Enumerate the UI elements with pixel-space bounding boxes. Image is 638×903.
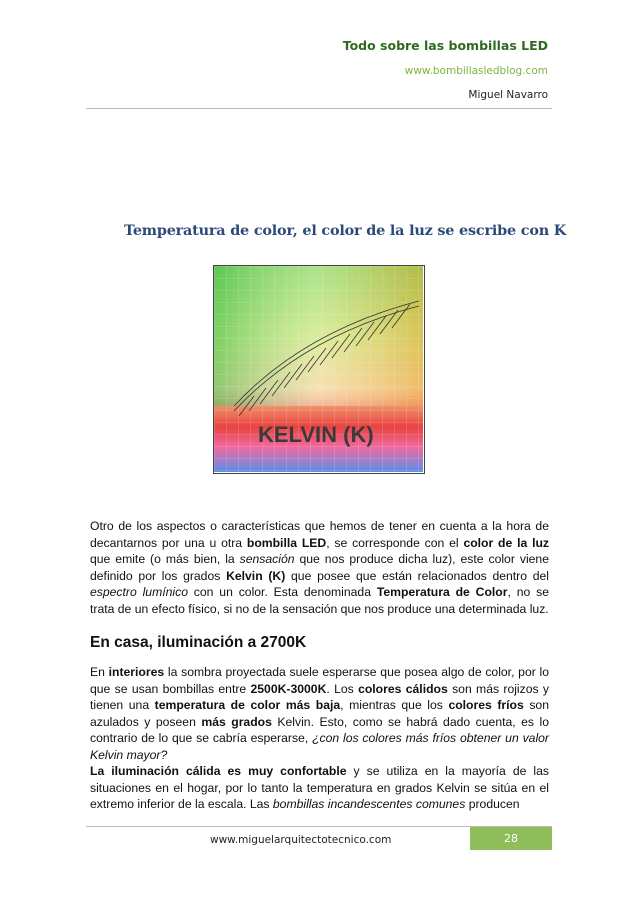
text-run: producen (465, 797, 520, 811)
header-title: Todo sobre las bombillas LED (342, 38, 548, 53)
header-divider (86, 108, 552, 109)
text-run: que emite (o más bien, la (90, 552, 240, 566)
text-run: . Los (326, 681, 359, 696)
text-run: , no se trata de un efecto físico, si no de la sensación que nos produce una determinada luz. (90, 585, 549, 616)
text-run: más grados (201, 714, 272, 729)
header-url[interactable]: www.bombillasledblog.com (404, 65, 548, 77)
text-run: ¿con los colores más fríos obtener un valor Kelvin mayor? (90, 731, 549, 762)
text-run: que posee que están relacionados dentro del (285, 568, 549, 583)
paragraph-2 (90, 664, 549, 763)
text-run: , se corresponde con el (326, 535, 464, 550)
text-run: sensación (239, 552, 295, 566)
text-run: son azulados y poseen (90, 698, 549, 729)
footer-url[interactable]: www.miguelarquitectotecnico.com (210, 834, 392, 846)
text-run: que nos produce dicha luz), este color viene definido por los grados (90, 552, 549, 583)
text-run: bombillas incandescentes comunes (272, 797, 466, 811)
subheading: En casa, iluminación a 2700K (90, 634, 307, 651)
text-run: La iluminación cálida es muy confortable (90, 764, 347, 778)
text-run: color de la luz (463, 535, 549, 550)
text-run: espectro lumínico (90, 585, 188, 599)
text-run: 2500K-3000K (250, 681, 327, 696)
text-run: y se utiliza en la mayoría de las situaciones en el hogar, por lo tanto la temperatura en grados Kelvin se sitúa en el extremo inferior de la escala. Las (90, 764, 549, 811)
text-run: En (90, 665, 109, 679)
section-title: Temperatura de color, el color de la luz se escribe con K (124, 222, 567, 239)
header-author: Miguel Navarro (468, 89, 548, 101)
text-run: temperatura de color más baja (154, 698, 341, 712)
kelvin-label: KELVIN (K) (258, 422, 374, 447)
text-run: Kelvin (K) (226, 568, 286, 583)
text-run: colores cálidos (358, 681, 448, 696)
text-run: la sombra proyectada suele esperarse que posea algo de color, por lo que se usan bombillas entre (90, 665, 549, 696)
text-run: con un color. Esta denominada (187, 585, 377, 599)
paragraph-1 (90, 518, 549, 617)
text-run: interiores (108, 665, 165, 679)
text-run: colores fríos (448, 698, 524, 712)
text-run: son más rojizos y tienen una (90, 681, 550, 712)
text-run: Otro de los aspectos o características que hemos de tener en cuenta a la hora de decantarnos por una u otra (90, 519, 549, 550)
text-run: Kelvin. Esto, como se habrá dado cuenta, es lo contrario de lo que se cabría esperarse, (90, 714, 549, 745)
text-run: Temperatura de Color (376, 585, 508, 599)
text-run: bombilla LED (246, 535, 327, 550)
kelvin-chart-image (213, 265, 425, 474)
paragraph-3 (90, 763, 549, 813)
page-number: 28 (470, 827, 552, 850)
text-run: , mientras que los (340, 698, 449, 712)
